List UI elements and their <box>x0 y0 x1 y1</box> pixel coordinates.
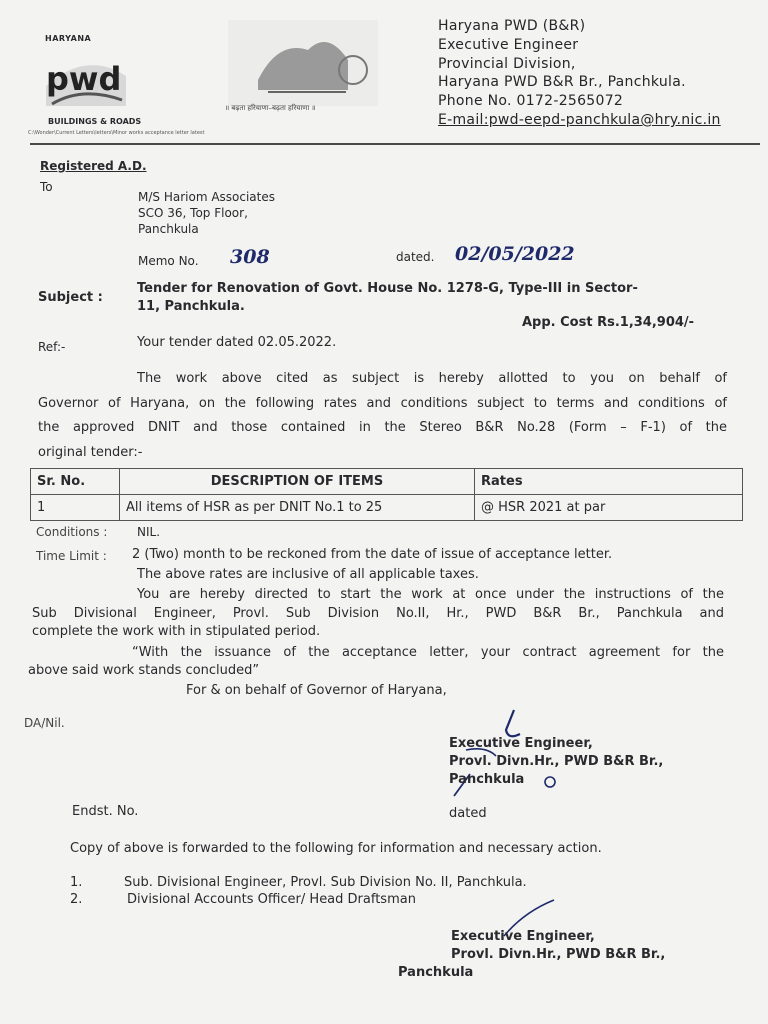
time-limit-label: Time Limit : <box>36 549 107 563</box>
logo-fineprint: C:\Wonder\Current Letters\letters\Minor works acceptance letter latest <box>28 130 205 136</box>
table-header: Rates <box>475 469 743 495</box>
body-line: the approved DNIT and those contained in the Stereo B&R No.28 (Form – F-1) of the <box>38 420 727 435</box>
recipient-line: SCO 36, Top Floor, <box>138 206 248 220</box>
conditions-value: NIL. <box>137 525 161 539</box>
signatory-line: Panchkula <box>449 772 525 787</box>
dated-value: 02/05/2022 <box>455 243 575 265</box>
table-cell: @ HSR 2021 at par <box>475 495 743 521</box>
approx-cost: App. Cost Rs.1,34,904/- <box>522 315 695 330</box>
address-line: Phone No. 0172-2565072 <box>438 93 624 109</box>
direction-line: You are hereby directed to start the work at once under the instructions of the <box>137 587 724 602</box>
memo-label: Memo No. <box>138 254 199 268</box>
address-line: Haryana PWD (B&R) <box>438 18 586 34</box>
signatory-line: Provl. Divn.Hr., PWD B&R Br., <box>451 947 666 962</box>
quote-line: above said work stands concluded” <box>28 663 260 678</box>
signatory-line: Executive Engineer, <box>449 736 593 751</box>
table-cell: All items of HSR as per DNIT No.1 to 25 <box>120 495 475 521</box>
direction-line: Sub Divisional Engineer, Provl. Sub Division No.II, Hr., PWD B&R Br., Panchkula and <box>32 606 724 621</box>
endst-label: Endst. No. <box>72 804 139 819</box>
letterhead-divider <box>30 143 760 145</box>
emblem-motto: ॥ बढ़ता हरियाणा–बढ़ता हरियाणा ॥ <box>225 104 316 112</box>
direction-line: complete the work with in stipulated period. <box>32 624 321 639</box>
email-line: E-mail:pwd-eepd-panchkula@hry.nic.in <box>438 112 721 128</box>
table-header: Sr. No. <box>31 469 120 495</box>
copy-item-text: Divisional Accounts Officer/ Head Draftsman <box>127 892 416 907</box>
ref-label: Ref:- <box>38 340 66 354</box>
table-row <box>31 495 743 521</box>
quote-line: “With the issuance of the acceptance letter, your contract agreement for the <box>132 645 724 660</box>
logo-caption: BUILDINGS & ROADS <box>48 117 142 126</box>
logo-brand: HARYANA <box>45 34 92 43</box>
conditions-label: Conditions : <box>36 525 108 539</box>
da-nil: DA/Nil. <box>24 716 65 730</box>
body-line: The work above cited as subject is hereby allotted to you on behalf of <box>137 371 727 386</box>
endst-dated: dated <box>449 806 487 821</box>
time-limit-value: 2 (Two) month to be reckoned from the date of issue of acceptance letter. <box>132 547 613 562</box>
subject-line: 11, Panchkula. <box>137 299 245 314</box>
signatory-line: Executive Engineer, <box>451 929 595 944</box>
haryana-emblem <box>228 20 378 106</box>
dated-label: dated. <box>396 250 435 264</box>
address-line: Provincial Division, <box>438 56 576 72</box>
pwd-logo <box>42 46 130 110</box>
copy-item-text: Sub. Divisional Engineer, Provl. Sub Division No. II, Panchkula. <box>124 875 527 890</box>
body-line: Governor of Haryana, on the following rates and conditions subject to terms and conditions of <box>38 396 727 411</box>
items-table <box>30 468 743 521</box>
table-header-row <box>31 469 743 495</box>
signatory-line: Provl. Divn.Hr., PWD B&R Br., <box>449 754 664 769</box>
subject-line: Tender for Renovation of Govt. House No. 1278-G, Type-III in Sector- <box>137 281 638 296</box>
ref-text: Your tender dated 02.05.2022. <box>137 335 337 350</box>
copy-item-number: 2. <box>70 892 83 907</box>
address-line: Executive Engineer <box>438 37 579 53</box>
to-label: To <box>40 180 53 194</box>
signatory-line: Panchkula <box>398 965 474 980</box>
recipient-line: M/S Hariom Associates <box>138 190 275 204</box>
taxes-line: The above rates are inclusive of all applicable taxes. <box>137 567 479 582</box>
body-line: original tender:- <box>38 445 143 460</box>
table-cell: 1 <box>31 495 120 521</box>
subject-label: Subject : <box>38 290 103 305</box>
address-line: Haryana PWD B&R Br., Panchkula. <box>438 74 686 90</box>
recipient-line: Panchkula <box>138 222 199 236</box>
copy-line: Copy of above is forwarded to the following for information and necessary action. <box>70 841 602 856</box>
on-behalf-line: For & on behalf of Governor of Haryana, <box>186 683 447 698</box>
registered-ad: Registered A.D. <box>40 159 147 173</box>
table-header: DESCRIPTION OF ITEMS <box>120 469 475 495</box>
memo-number: 308 <box>230 246 270 268</box>
copy-item-number: 1. <box>70 875 83 890</box>
logo-text: pwd <box>46 60 122 98</box>
